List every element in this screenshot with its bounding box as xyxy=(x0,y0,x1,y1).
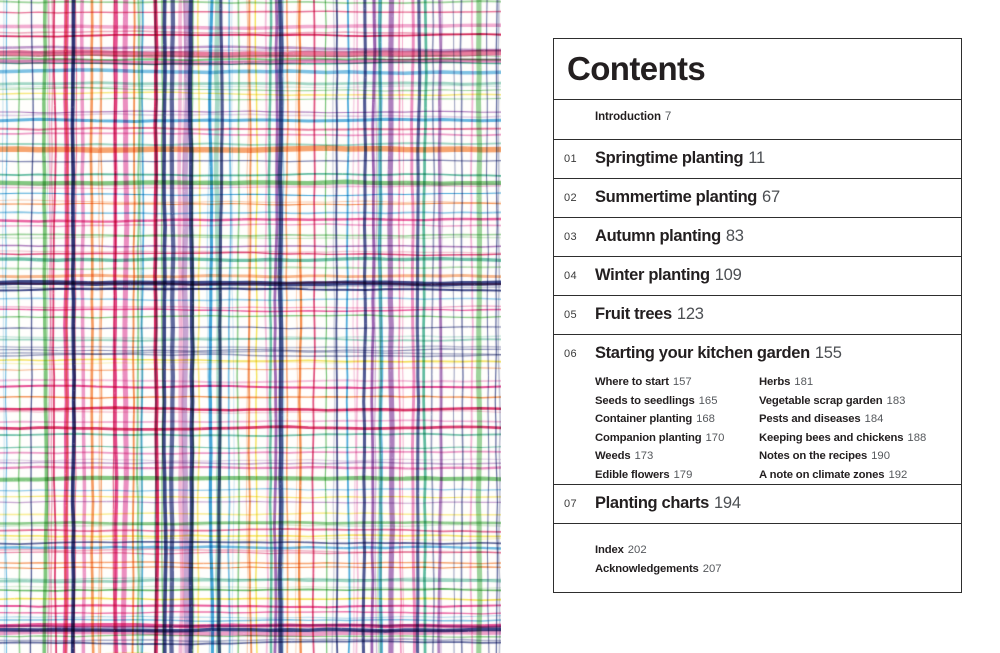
chapter-title: Planting charts xyxy=(595,494,709,512)
chapter-title: Autumn planting xyxy=(595,227,721,245)
subsection-page: 157 xyxy=(672,376,692,388)
subsection-page: 168 xyxy=(696,413,715,426)
chapter-title-group xyxy=(595,305,704,324)
contents-table xyxy=(553,38,962,593)
back-matter-label: Index xyxy=(595,544,624,556)
page-title: Contents xyxy=(567,50,706,87)
toc-chapter-row[interactable] xyxy=(554,296,961,335)
subsection-label: Seeds to seedlings xyxy=(595,394,695,407)
subsection-label: Keeping bees and chickens xyxy=(759,431,904,444)
toc-chapter-row[interactable] xyxy=(554,179,961,218)
subsection-label: Herbs xyxy=(759,376,791,388)
chapter-title-group xyxy=(595,188,780,207)
subsection-grid xyxy=(595,373,955,485)
back-matter-page: 207 xyxy=(702,562,722,575)
chapter-title: Springtime planting xyxy=(595,149,744,167)
subsection-entry[interactable] xyxy=(759,447,955,466)
chapter-title-group xyxy=(595,266,742,285)
chapter-page: 109 xyxy=(714,266,742,284)
subsection-label: Where to start xyxy=(595,376,669,388)
chapter-title-group xyxy=(595,494,741,513)
subsection-page: 173 xyxy=(634,450,654,463)
chapter-title: Fruit trees xyxy=(595,305,672,323)
right-page-contents xyxy=(501,0,1000,653)
subsection-page: 190 xyxy=(871,450,890,463)
back-matter-page: 202 xyxy=(627,544,647,556)
toc-chapter-row[interactable] xyxy=(554,218,961,257)
chapter-page: 194 xyxy=(713,494,741,512)
chapter-title: Winter planting xyxy=(595,266,710,284)
subsection-page: 192 xyxy=(888,468,908,481)
subsection-label: A note on climate zones xyxy=(759,468,885,481)
subsection-label: Vegetable scrap garden xyxy=(759,394,883,407)
back-matter-row xyxy=(554,524,961,592)
chapter-title-group xyxy=(595,227,744,246)
subsection-entry[interactable] xyxy=(759,466,955,485)
subsection-page: 179 xyxy=(673,468,693,481)
chapter-title-group xyxy=(595,149,765,168)
subsection-label: Pests and diseases xyxy=(759,413,861,426)
subsection-label: Notes on the recipes xyxy=(759,450,868,463)
subsection-label: Companion planting xyxy=(595,431,702,444)
subsection-page: 181 xyxy=(794,376,814,388)
chapter-number: 04 xyxy=(564,270,578,282)
chapter-number: 02 xyxy=(564,192,578,204)
subsection-entry[interactable] xyxy=(595,429,759,448)
toc-entry-label: Introduction xyxy=(595,111,661,123)
front-matter-row xyxy=(554,100,961,140)
subsection-label: Weeds xyxy=(595,450,631,463)
subsection-entry[interactable] xyxy=(595,392,759,411)
subsection-page: 165 xyxy=(698,394,718,407)
subsection-entry[interactable] xyxy=(759,392,955,411)
subsection-entry[interactable] xyxy=(595,447,759,466)
chapter-page: 67 xyxy=(762,188,780,206)
subsection-label: Container planting xyxy=(595,413,693,426)
back-matter-entry[interactable] xyxy=(595,560,722,579)
subsection-page: 170 xyxy=(705,431,725,444)
back-matter-label: Acknowledgements xyxy=(595,562,699,575)
chapter-page: 11 xyxy=(748,149,765,167)
chapter-page: 123 xyxy=(676,305,704,323)
chapter-number: 06 xyxy=(564,348,578,360)
chapter-title: Summertime planting xyxy=(595,188,758,206)
toc-chapter-row[interactable] xyxy=(554,257,961,296)
chapter-number: 03 xyxy=(564,231,578,243)
back-matter-list xyxy=(595,541,722,578)
subsection-page: 183 xyxy=(886,394,906,407)
chapter-page: 83 xyxy=(725,227,744,245)
chapter-number: 01 xyxy=(564,153,578,165)
subsection-entry[interactable] xyxy=(759,429,955,448)
subsection-column-right xyxy=(759,373,955,485)
toc-entry-introduction[interactable] xyxy=(595,111,671,123)
subsection-page: 184 xyxy=(864,413,884,426)
toc-chapter-row[interactable] xyxy=(554,140,961,179)
subsection-entry[interactable] xyxy=(759,373,955,392)
subsection-entry[interactable] xyxy=(595,466,759,485)
toc-chapter-row-expanded[interactable] xyxy=(554,335,961,485)
chapter-title: Starting your kitchen garden xyxy=(595,344,810,362)
chapter-number: 05 xyxy=(564,309,578,321)
chapter-page: 155 xyxy=(814,344,842,362)
subsection-page: 188 xyxy=(907,431,927,444)
subsection-entry[interactable] xyxy=(595,410,759,429)
back-matter-entry[interactable] xyxy=(595,541,722,560)
contents-title-row xyxy=(554,39,961,100)
subsection-label: Edible flowers xyxy=(595,468,670,481)
toc-chapter-row[interactable] xyxy=(554,485,961,524)
subsection-column-left xyxy=(595,373,759,485)
toc-entry-page: 7 xyxy=(664,111,672,123)
subsection-entry[interactable] xyxy=(759,410,955,429)
subsection-entry[interactable] xyxy=(595,373,759,392)
chapter-number: 07 xyxy=(564,498,578,510)
chapter-title-group xyxy=(595,344,842,363)
